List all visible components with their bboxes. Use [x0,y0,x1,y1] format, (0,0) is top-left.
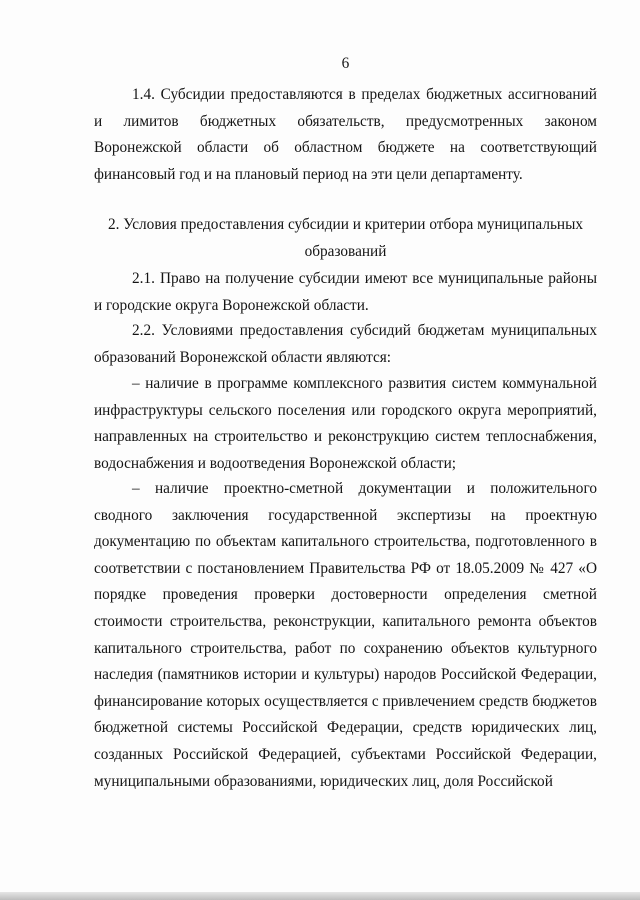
page-number: 6 [341,55,350,72]
paragraph-2-2: 2.2. Условиями предоставления субсидий бюджетам муниципальных образований Воронежской области являются: [94,322,597,366]
page-bottom-edge [0,892,640,900]
bullet-item-1: – наличие в программе комплексного развития систем коммунальной инфраструктуры сельского поселения или городского округа мероприятий, направленных на строительство и реконструкцию систем теплоснабжения, водоснабжения и водоотведения Воронежской области; [94,375,597,472]
section-2-heading: 2. Условия предоставления субсидии и критерии отбора муниципальных образований [107,216,584,260]
paragraph-1-4: 1.4. Субсидии предоставляются в пределах бюджетных ассигнований и лимитов бюджетных обязательств, предусмотренных законом Воронежской области об областном бюджете на соответствующий финансовый год и на плановый период на эти цели департаменту. [94,86,597,183]
paragraph-2-1: 2.1. Право на получение субсидии имеют все муниципальные районы и городские округа Воронежской области. [94,270,597,314]
bullet-item-2: – наличие проектно-сметной документации и положительного сводного заключения государственной экспертизы на проектную документацию по объектам капитального строительства, подготовленного в соответствии с постановлением Правительства РФ от 18.05.2009 № 427 «О порядке проведения проверки достоверности определения сметной стоимости строительства, реконструкции, капитального ремонта объектов капитального строительства, работ по сохранению объектов культурного наследия (памятников истории и культуры) народов Российской Федерации, финансирование которых осуществляется с привлечением средств бюджетов бюджетной системы Российской Федерации, средств юридических лиц, созданных Российской Федерацией, субъектами Российской Федерации, муниципальными образованиями, юридических лиц, доля Российской [94,480,597,790]
